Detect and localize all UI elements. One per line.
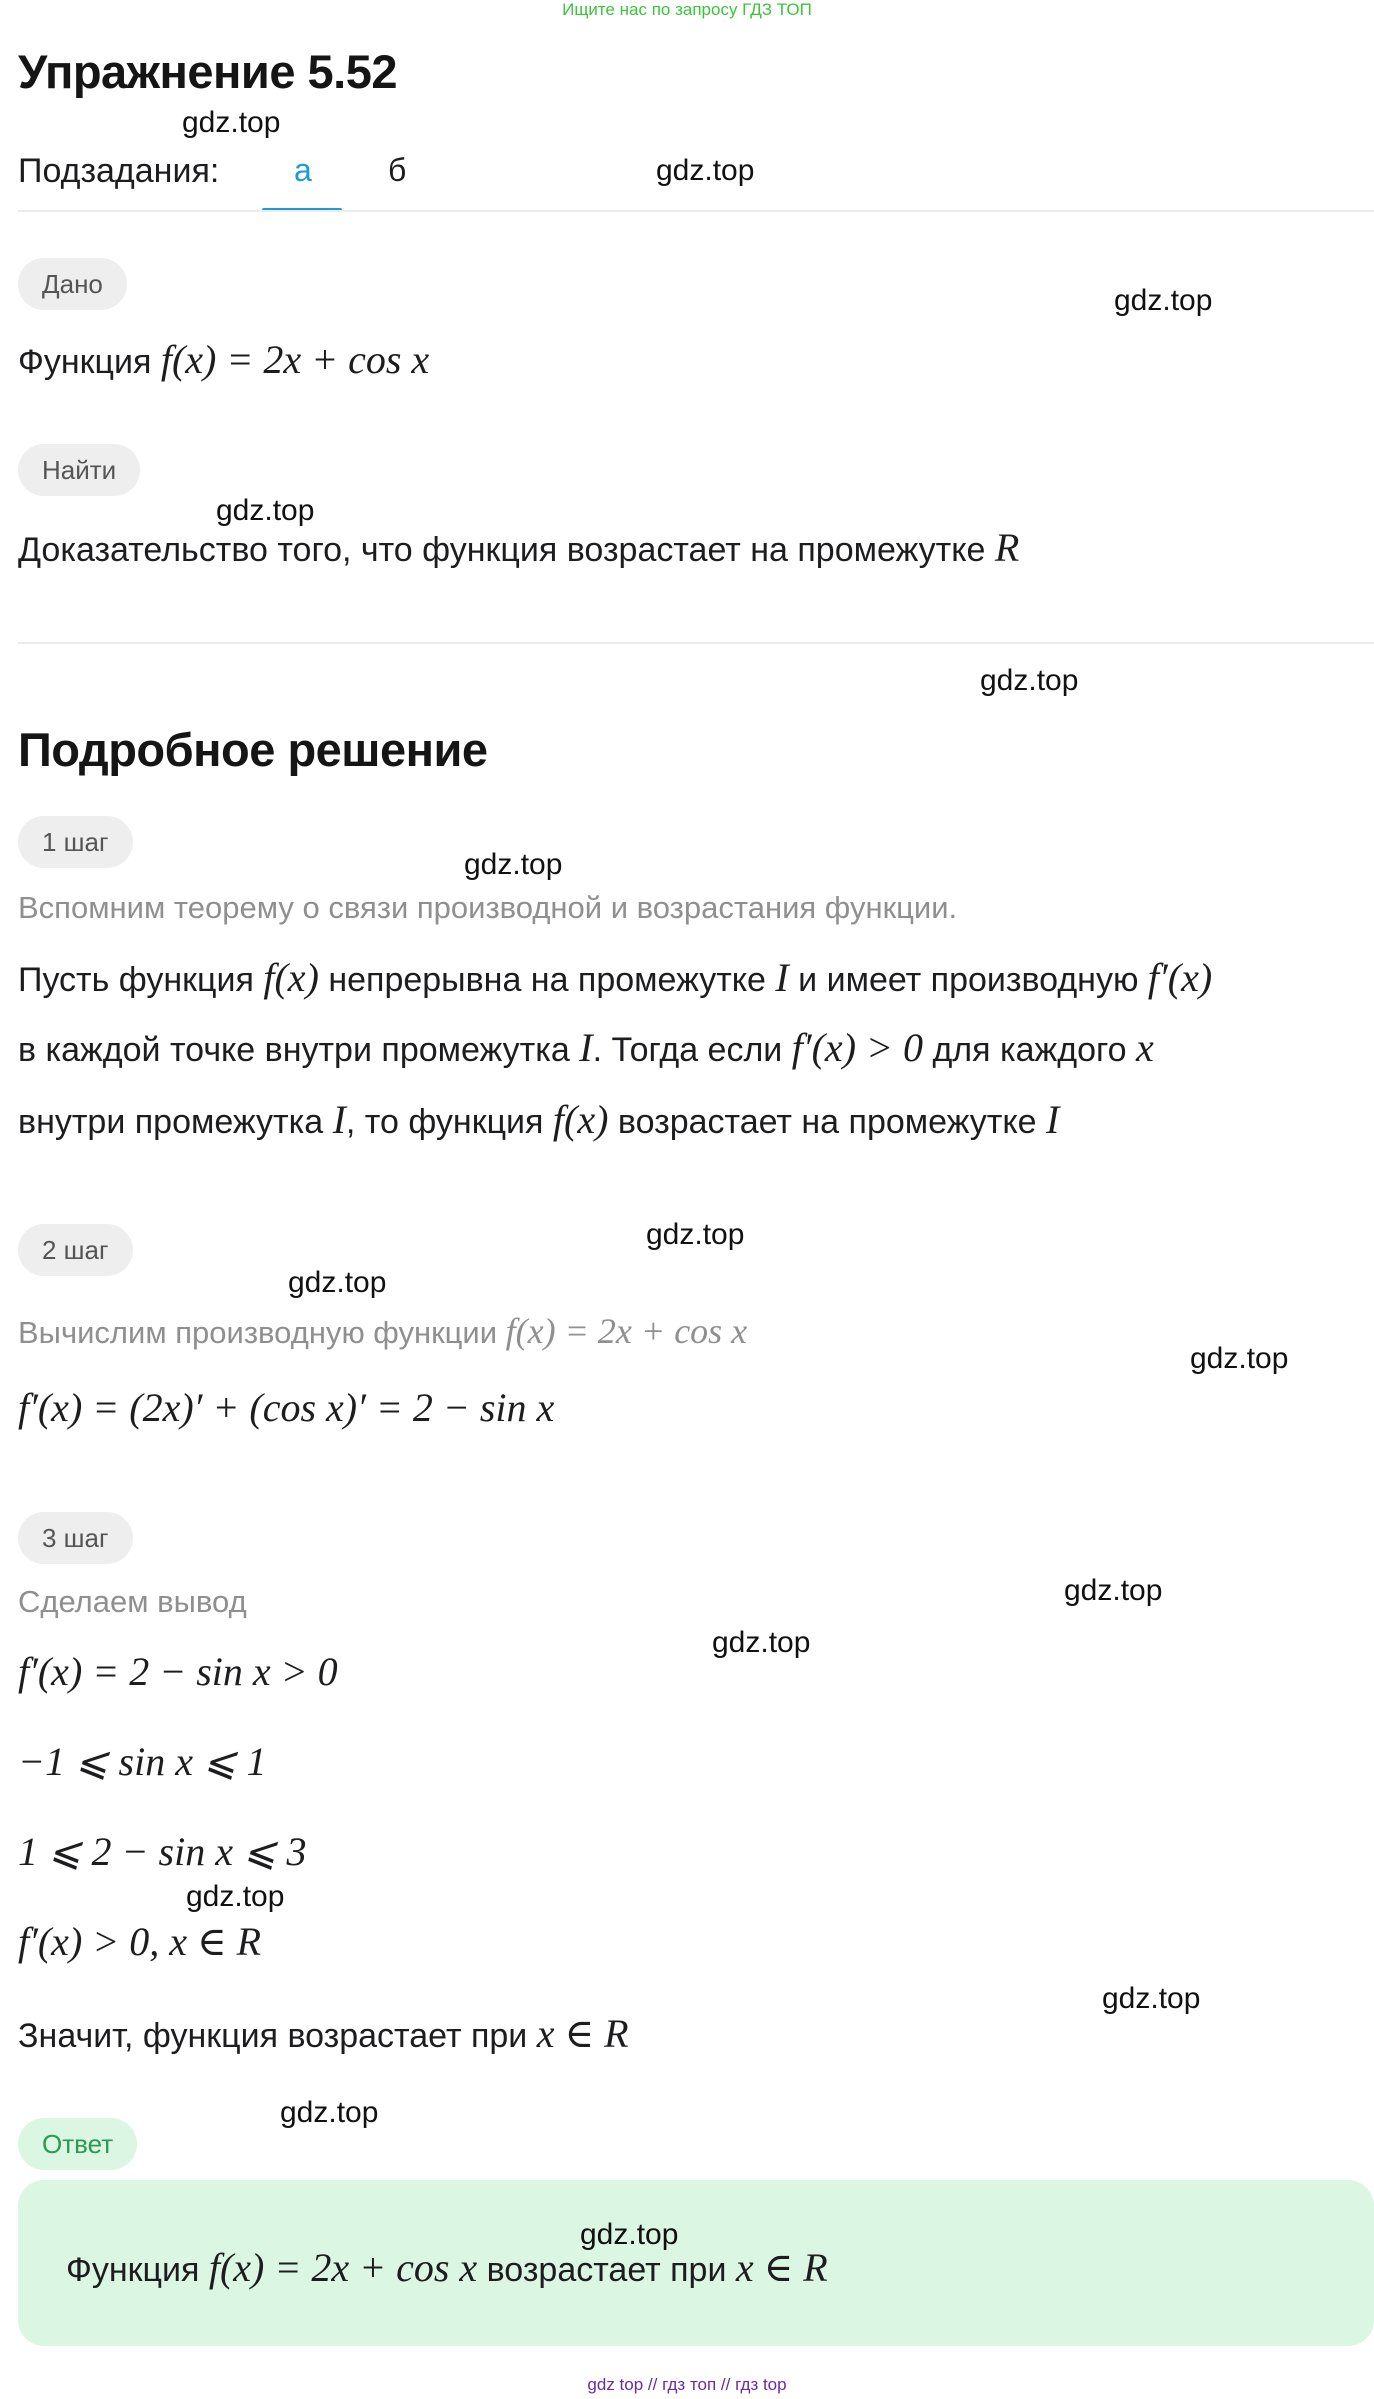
math-run: I: [332, 1097, 346, 1142]
find-badge: Найти: [18, 444, 140, 496]
step-1-line-3: [18, 1096, 1059, 1143]
watermark: gdz.top: [280, 2096, 379, 2129]
step-3-hint: Сделаем вывод: [18, 1584, 247, 1619]
watermark: gdz.top: [1114, 284, 1213, 317]
math-run: x: [1136, 1025, 1154, 1070]
watermark: gdz.top: [186, 1880, 285, 1913]
math-run: f′(x) > 0: [791, 1025, 923, 1070]
watermark: gdz.top: [1102, 1982, 1201, 2015]
solution-title: Подробное решение: [18, 723, 488, 776]
given-prefix: Функция: [18, 343, 152, 381]
step-1-line-2: [18, 1024, 1154, 1071]
step-1-badge: 1 шаг: [18, 816, 133, 868]
text-run: внутри промежутка: [18, 1103, 324, 1141]
find-variable: R: [994, 525, 1020, 570]
text-run: Функция: [66, 2251, 200, 2289]
text-run: непрерывна на промежутке: [328, 961, 766, 999]
given-badge: Дано: [18, 258, 127, 310]
watermark: gdz.top: [646, 1218, 745, 1251]
text-run: Вычислим производную функции: [18, 1315, 498, 1350]
math-run: f(x) = 2x + cos x: [208, 2245, 478, 2290]
divider: [18, 210, 1374, 212]
math-run: I: [775, 955, 789, 1000]
step-2-formula: [18, 1384, 554, 1431]
text-run: , то функция: [345, 1103, 544, 1141]
page-title: Упражнение 5.52: [18, 45, 397, 98]
watermark: gdz.top: [464, 848, 563, 881]
math-run: x ∈ R: [735, 2245, 828, 2290]
watermark: gdz.top: [656, 154, 755, 187]
watermark: gdz.top: [580, 2218, 679, 2251]
text-run: Пусть функция: [18, 961, 254, 999]
math-run: −1 ⩽ sin x ⩽ 1: [18, 1739, 267, 1784]
math-run: f′(x) = 2 − sin x > 0: [18, 1649, 338, 1694]
text-run: для каждого: [932, 1031, 1127, 1069]
math-run: I: [579, 1025, 593, 1070]
step-3-formula-1: [18, 1648, 338, 1695]
text-run: и имеет производную: [798, 961, 1139, 999]
search-banner[interactable]: Ищите нас по запросу ГДЗ ТОП: [562, 0, 812, 19]
step-1-hint: Вспомним теорему о связи производной и возрастания функции.: [18, 890, 958, 925]
watermark: gdz.top: [216, 494, 315, 527]
watermark: gdz.top: [182, 106, 281, 139]
math-run: f′(x) > 0, x ∈ R: [18, 1919, 262, 1964]
watermark: gdz.top: [712, 1626, 811, 1659]
text-run: в каждой точке внутри промежутка: [18, 1031, 570, 1069]
answer-badge: Ответ: [18, 2118, 137, 2170]
tab-subtask-a[interactable]: а: [294, 152, 312, 188]
answer-text: [66, 2244, 828, 2291]
step-2-badge: 2 шаг: [18, 1224, 133, 1276]
footer-links[interactable]: gdz top // гдз топ // гдз top: [587, 2375, 787, 2394]
math-run: f(x): [263, 955, 319, 1000]
divider: [18, 642, 1374, 644]
step-3-formula-4: [18, 1918, 261, 1965]
find-text: [18, 524, 1019, 571]
watermark: gdz.top: [1064, 1574, 1163, 1607]
subtasks-label: Подзадания:: [18, 152, 220, 190]
step-2-hint: [18, 1310, 747, 1352]
math-run: f′(x): [1147, 955, 1213, 1000]
step-1-line-1: [18, 954, 1212, 1001]
step-3-badge: 3 шаг: [18, 1512, 133, 1564]
step-3-formula-2: [18, 1738, 266, 1785]
text-run: . Тогда если: [592, 1031, 783, 1069]
math-run: f(x) = 2x + cos x: [505, 1311, 748, 1351]
text-run: Значит, функция возрастает при: [18, 2017, 528, 2055]
find-description: Доказательство того, что функция возрастает на промежутке: [18, 531, 986, 569]
math-run: f′(x) = (2x)′ + (cos x)′ = 2 − sin x: [18, 1385, 555, 1430]
math-run: I: [1046, 1097, 1060, 1142]
given-text: [18, 336, 429, 383]
watermark: gdz.top: [288, 1266, 387, 1299]
watermark: gdz.top: [980, 664, 1079, 697]
given-formula: f(x) = 2x + cos x: [160, 337, 430, 382]
math-run: 1 ⩽ 2 − sin x ⩽ 3: [18, 1829, 307, 1874]
text-run: возрастает при: [486, 2251, 727, 2289]
watermark: gdz.top: [1190, 1342, 1289, 1375]
step-3-formula-3: [18, 1828, 306, 1875]
step-3-conclusion: [18, 2010, 629, 2057]
math-run: f(x): [552, 1097, 609, 1142]
math-run: x ∈ R: [536, 2011, 629, 2056]
tab-subtask-b[interactable]: б: [388, 152, 407, 188]
text-run: возрастает на промежутке: [617, 1103, 1037, 1141]
